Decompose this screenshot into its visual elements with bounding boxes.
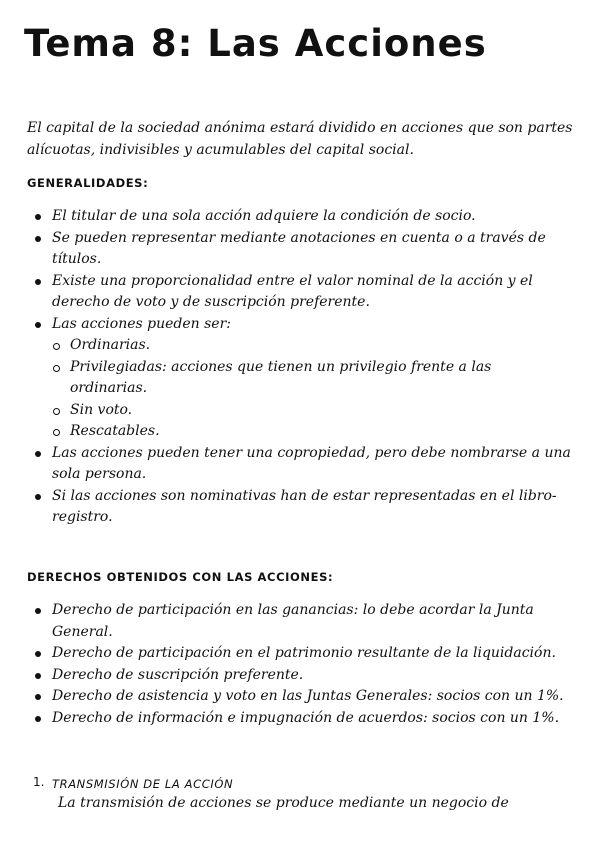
list-item-text: Las acciones pueden tener una copropiedad, pero debe nombrarse a una	[52, 444, 571, 461]
list-item-text: General.	[52, 623, 113, 640]
list-item-text: Derecho de información e impugnación de acuerdos: socios con un 1%.	[52, 709, 560, 726]
list-item-text: títulos.	[52, 251, 102, 267]
list-item-text: Derecho de participación en las ganancias: lo debe acordar la Junta	[52, 602, 534, 618]
sub-list-item	[52, 400, 571, 422]
list-item	[33, 643, 564, 665]
bullet-icon	[35, 673, 41, 679]
section-number: 1.	[33, 775, 45, 789]
sub-list-item-text: Privilegiadas: acciones que tienen un privilegio frente a las	[70, 358, 492, 375]
sub-list-item-text: ordinarias.	[70, 380, 148, 396]
list-item-text: Se pueden representar mediante anotaciones en cuenta o a través de	[52, 229, 546, 246]
circle-bullet-icon	[53, 408, 60, 415]
circle-bullet-icon	[53, 365, 60, 372]
circle-bullet-icon	[53, 343, 60, 350]
section-heading-transmision: TRANSMISIÓN DE LA ACCIÓN	[52, 777, 234, 791]
intro-line: alícuotas, indivisibles y acumulables del capital social.	[27, 141, 414, 158]
bullet-icon	[35, 716, 41, 722]
bullet-icon	[35, 694, 41, 700]
list-item-text: registro.	[52, 509, 113, 525]
list-item	[33, 271, 571, 314]
intro-line: El capital de la sociedad anónima estará dividido en acciones que son partes	[27, 120, 573, 136]
list-item-text: El titular de una sola acción adquiere la condición de socio.	[52, 208, 476, 224]
bullet-icon	[35, 494, 41, 500]
list-item-text: Existe una proporcionalidad entre el valor nominal de la acción y el	[52, 272, 533, 289]
sub-list-item-text: Sin voto.	[70, 401, 133, 418]
sub-list-item-text: Ordinarias.	[70, 337, 151, 353]
acciones-types-list	[52, 335, 571, 443]
transmision-text: La transmisión de acciones se produce mediante un negocio de	[58, 795, 509, 811]
list-item	[33, 314, 571, 443]
list-item-text: sola persona.	[52, 466, 147, 482]
sub-list-item-text: Rescatables.	[70, 423, 160, 439]
list-item-text: Las acciones pueden ser:	[52, 315, 232, 332]
list-item-text: derecho de voto y de suscripción preferente.	[52, 294, 370, 310]
generalidades-list	[33, 206, 571, 529]
list-item	[33, 228, 571, 271]
sub-list-item	[52, 357, 571, 400]
section-heading-generalidades: GENERALIDADES:	[27, 176, 149, 190]
derechos-list	[33, 600, 564, 729]
list-item-text: Si las acciones son nominativas han de estar representadas en el libro-	[52, 487, 557, 504]
bullet-icon	[35, 322, 41, 328]
list-item	[33, 708, 564, 730]
sub-list-item	[52, 421, 571, 443]
bullet-icon	[35, 236, 41, 242]
list-item	[33, 443, 571, 486]
list-item	[33, 600, 564, 643]
list-item	[33, 206, 571, 228]
intro-paragraph	[27, 118, 573, 161]
bullet-icon	[35, 214, 41, 220]
list-item-text: Derecho de asistencia y voto en las Juntas Generales: socios con un 1%.	[52, 688, 564, 704]
list-item	[33, 686, 564, 708]
list-item	[33, 486, 571, 529]
sub-list-item	[52, 335, 571, 357]
bullet-icon	[35, 451, 41, 457]
section-heading-derechos: DERECHOS OBTENIDOS CON LAS ACCIONES:	[27, 570, 334, 584]
list-item	[33, 665, 564, 687]
list-item-text: Derecho de participación en el patrimonio resultante de la liquidación.	[52, 645, 556, 661]
bullet-icon	[35, 279, 41, 285]
bullet-icon	[35, 608, 41, 614]
list-item-text: Derecho de suscripción preferente.	[52, 666, 304, 683]
circle-bullet-icon	[53, 429, 60, 436]
page-title: Tema 8: Las Acciones	[24, 22, 487, 65]
bullet-icon	[35, 651, 41, 657]
